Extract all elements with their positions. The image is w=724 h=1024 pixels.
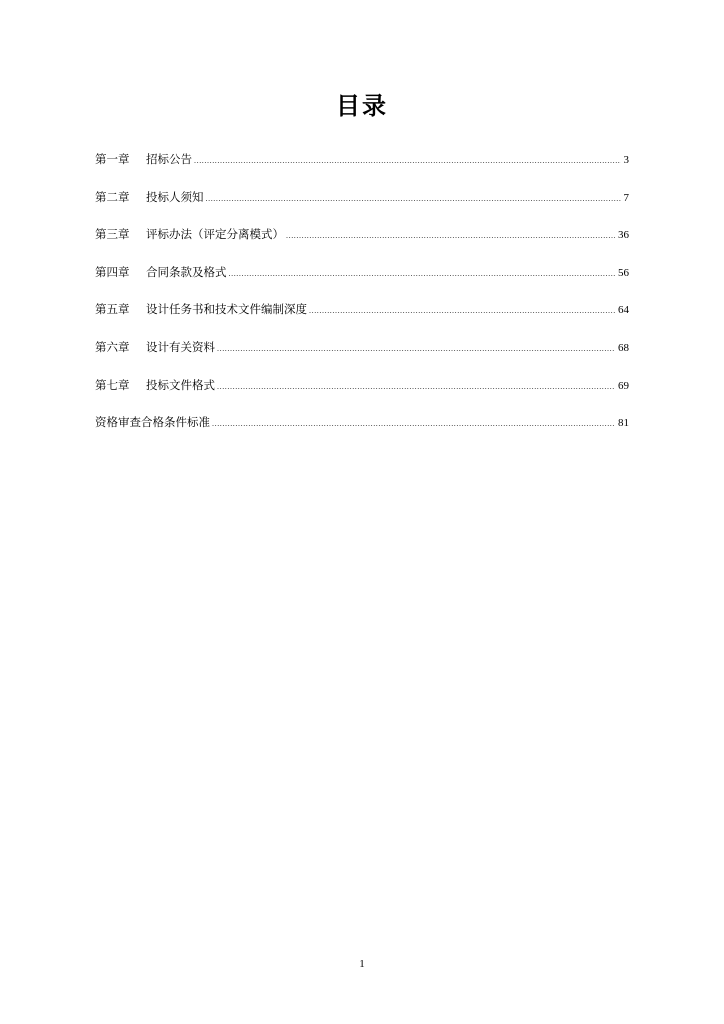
toc-dot-leader: [217, 377, 615, 397]
toc-entry[interactable]: [95, 412, 629, 450]
table-of-contents: [95, 149, 629, 450]
toc-entry-title: 设计任务书和技术文件编制深度: [146, 302, 307, 317]
toc-dot-leader: [206, 189, 621, 209]
toc-chapter-label: 第三章: [95, 227, 130, 242]
toc-entry-title: 投标人须知: [146, 189, 204, 204]
toc-entry[interactable]: [95, 337, 629, 375]
toc-chapter-label: 第四章: [95, 264, 130, 279]
toc-entry-title: 合同条款及格式: [146, 264, 227, 279]
toc-dot-leader: [194, 151, 621, 171]
toc-chapter-label: 第六章: [95, 339, 130, 354]
toc-page-number: 68: [618, 341, 629, 354]
toc-entry[interactable]: [95, 262, 629, 300]
toc-chapter-label: 第七章: [95, 377, 130, 392]
toc-page-number: 81: [618, 417, 629, 430]
toc-entry[interactable]: [95, 149, 629, 187]
toc-entry[interactable]: [95, 224, 629, 262]
toc-entry-title: 评标办法（评定分离模式）: [146, 227, 284, 242]
toc-chapter-label: 第二章: [95, 189, 130, 204]
toc-dot-leader: [286, 226, 615, 246]
toc-page-number: 56: [618, 266, 629, 279]
toc-page-number: 7: [623, 191, 629, 204]
toc-entry-title: 设计有关资料: [146, 339, 215, 354]
toc-entry-title: 投标文件格式: [146, 377, 215, 392]
page-title: 目录: [336, 92, 388, 120]
toc-dot-leader: [229, 264, 616, 284]
toc-dot-leader: [212, 414, 615, 434]
toc-dot-leader: [217, 339, 615, 359]
toc-entry[interactable]: [95, 299, 629, 337]
footer-page-number: 1: [359, 958, 365, 970]
toc-chapter-label: 第五章: [95, 302, 130, 317]
toc-dot-leader: [309, 301, 615, 321]
toc-chapter-label: 第一章: [95, 152, 130, 166]
toc-page-number: 3: [623, 154, 629, 166]
toc-entry-title: 招标公告: [146, 152, 192, 166]
toc-page-number: 36: [618, 229, 629, 242]
toc-page-number: 69: [618, 379, 629, 392]
toc-page-number: 64: [618, 304, 629, 317]
toc-entry[interactable]: [95, 187, 629, 225]
toc-entry[interactable]: [95, 375, 629, 413]
toc-entry-title: 资格审查合格条件标准: [95, 415, 210, 430]
